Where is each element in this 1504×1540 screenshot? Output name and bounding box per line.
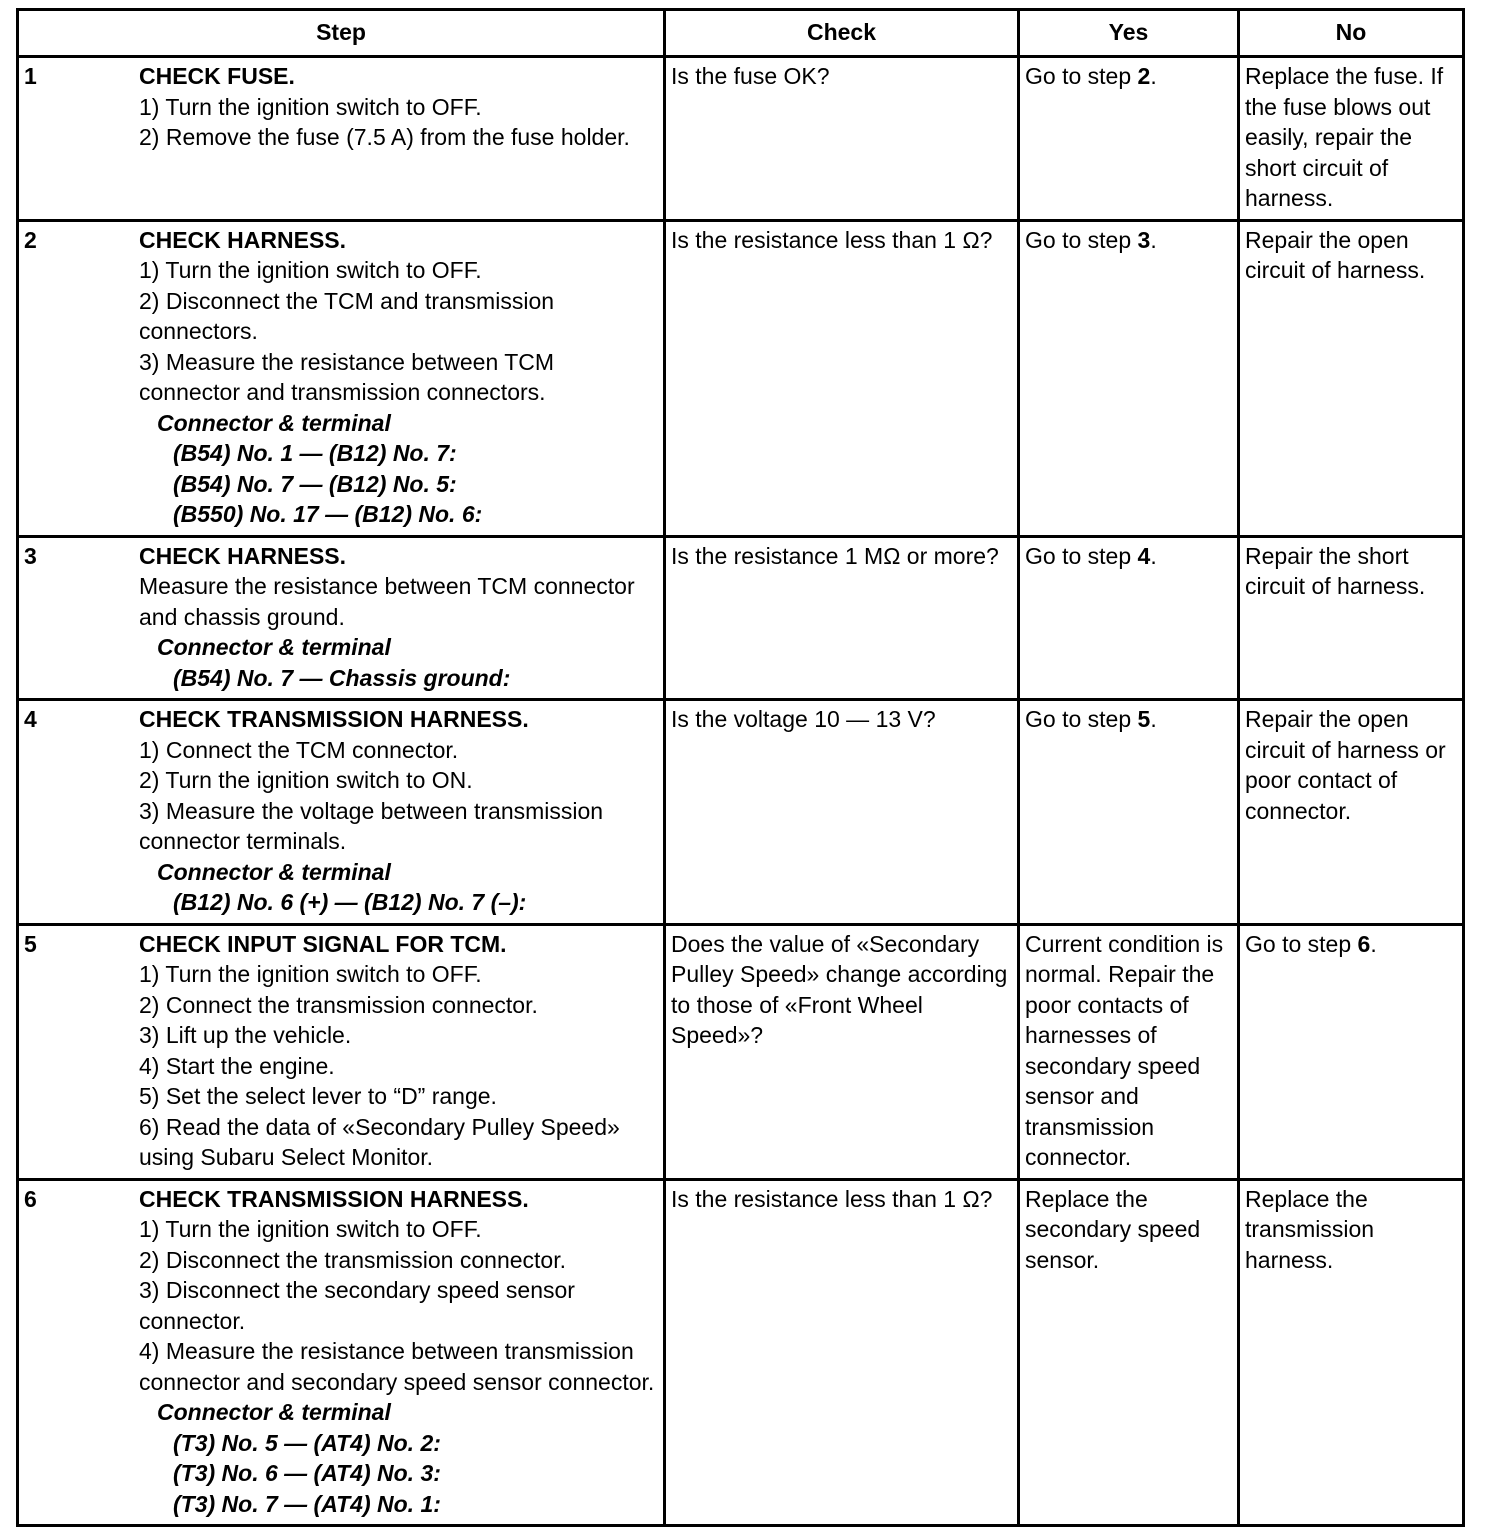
- step-number: 5: [24, 930, 37, 957]
- no-cell: [1239, 1179, 1464, 1526]
- step-number: 6: [24, 1185, 37, 1212]
- no-step-ref: 6: [1357, 930, 1371, 957]
- table-row: [18, 57, 1464, 221]
- yes-step-ref: 3: [1137, 226, 1151, 253]
- connector-terminal-heading: Connector & terminal: [157, 1399, 391, 1425]
- instruction-line: 2) Remove the fuse (7.5 A) from the fuse holder.: [139, 124, 630, 150]
- instruction-line: 1) Connect the TCM connector.: [139, 736, 459, 763]
- yes-text: Go to step: [1025, 63, 1138, 89]
- instruction-line: 2) Disconnect the transmission connector.: [139, 1246, 566, 1273]
- yes-cell: [1019, 1179, 1239, 1526]
- check-cell: Does the value of «Secondary Pulley Speed» change according to those of «Front Wheel Speed»?: [665, 924, 1019, 1179]
- instruction-line: 3) Lift up the vehicle.: [139, 1022, 352, 1048]
- check-cell: Is the resistance less than 1 Ω?: [665, 220, 1019, 536]
- no-cell: [1239, 700, 1464, 925]
- column-header-check: Check: [665, 10, 1019, 57]
- diagnostic-table: [16, 8, 1465, 1527]
- step-instructions: [139, 735, 658, 857]
- step-title: CHECK TRANSMISSION HARNESS.: [139, 706, 529, 732]
- yes-cell: [1019, 700, 1239, 925]
- step-title: CHECK FUSE.: [139, 63, 295, 89]
- no-text: Repair the open circuit of harness or poor contact of connector.: [1245, 706, 1446, 824]
- column-header-yes: Yes: [1019, 10, 1239, 57]
- instruction-line: 1) Turn the ignition switch to OFF.: [139, 93, 482, 120]
- yes-text: Replace the secondary speed sensor.: [1025, 1185, 1201, 1273]
- instruction-line: 3) Measure the resistance between TCM connector and transmission connectors.: [139, 348, 555, 405]
- step-title: CHECK TRANSMISSION HARNESS.: [139, 1185, 529, 1212]
- table-row: [18, 220, 1464, 536]
- no-text: Replace the fuse. If the fuse blows out easily, repair the short circuit of harness.: [1245, 63, 1444, 211]
- table-row: [18, 1179, 1464, 1526]
- yes-text: Go to step: [1025, 226, 1138, 253]
- step-title: CHECK INPUT SIGNAL FOR TCM.: [139, 930, 507, 957]
- step-cell: [18, 700, 665, 925]
- instruction-line: 2) Turn the ignition switch to ON.: [139, 767, 473, 793]
- column-header-step: Step: [18, 10, 665, 57]
- step-cell: [18, 924, 665, 1179]
- step-instructions: [139, 1214, 658, 1397]
- yes-suffix: .: [1150, 706, 1157, 732]
- connector-terminal-line: (T3) No. 7 — (AT4) No. 1:: [173, 1490, 441, 1517]
- yes-text: Current condition is normal. Repair the poor contacts of harnesses of secondary speed sensor and transmission connector.: [1025, 930, 1224, 1170]
- instruction-line: 4) Start the engine.: [139, 1052, 335, 1079]
- connector-terminal-line: (T3) No. 5 — (AT4) No. 2:: [173, 1429, 441, 1456]
- yes-cell: [1019, 536, 1239, 700]
- instruction-line: 3) Measure the voltage between transmission connector terminals.: [139, 797, 604, 854]
- connector-terminal-line: (B54) No. 7 — Chassis ground:: [173, 664, 511, 691]
- connector-terminal-line: (B54) No. 1 — (B12) No. 7:: [173, 440, 457, 466]
- no-cell: [1239, 536, 1464, 700]
- step-instructions: [139, 959, 658, 1173]
- connector-terminal-line: (B12) No. 6 (+) — (B12) No. 7 (–):: [173, 889, 527, 915]
- no-suffix: .: [1370, 930, 1377, 957]
- no-text: Repair the short circuit of harness.: [1245, 542, 1426, 599]
- connector-terminal-list: [139, 663, 658, 694]
- instruction-line: 1) Turn the ignition switch to OFF.: [139, 257, 482, 283]
- check-cell: Is the fuse OK?: [665, 57, 1019, 221]
- table-header-row: [18, 10, 1464, 57]
- yes-step-ref: 4: [1137, 542, 1151, 569]
- check-cell: Is the resistance less than 1 Ω?: [665, 1179, 1019, 1526]
- yes-text: Go to step: [1025, 542, 1138, 569]
- yes-suffix: .: [1150, 226, 1157, 253]
- yes-cell: [1019, 57, 1239, 221]
- yes-suffix: .: [1150, 542, 1157, 569]
- connector-terminal-line: (B54) No. 7 — (B12) No. 5:: [173, 470, 457, 497]
- connector-terminal-heading: Connector & terminal: [157, 858, 391, 885]
- column-header-no: No: [1239, 10, 1464, 57]
- check-cell: Is the voltage 10 — 13 V?: [665, 700, 1019, 925]
- instruction-line: 4) Measure the resistance between transmission connector and secondary speed sensor connector.: [139, 1338, 655, 1395]
- step-number: 3: [24, 542, 37, 569]
- no-cell: [1239, 924, 1464, 1179]
- diagnostic-procedure-sheet: [16, 8, 1462, 1527]
- instruction-line: 1) Turn the ignition switch to OFF.: [139, 1216, 482, 1242]
- connector-terminal-line: (T3) No. 6 — (AT4) No. 3:: [173, 1460, 441, 1486]
- connector-terminal-heading: Connector & terminal: [157, 634, 391, 660]
- instruction-line: Measure the resistance between TCM connector and chassis ground.: [139, 573, 635, 630]
- no-cell: [1239, 57, 1464, 221]
- step-cell: [18, 57, 665, 221]
- step-number: 2: [24, 226, 37, 253]
- step-cell: [18, 536, 665, 700]
- instruction-line: 5) Set the select lever to “D” range.: [139, 1083, 497, 1109]
- instruction-line: 1) Turn the ignition switch to OFF.: [139, 961, 482, 987]
- step-number: 1: [24, 63, 37, 89]
- step-title: CHECK HARNESS.: [139, 226, 347, 253]
- table-body: [18, 57, 1464, 1526]
- connector-terminal-heading: Connector & terminal: [157, 409, 391, 436]
- step-instructions: [139, 571, 658, 632]
- connector-terminal-list: [139, 438, 658, 530]
- connector-terminal-list: [139, 1428, 658, 1520]
- table-row: [18, 700, 1464, 925]
- step-instructions: [139, 92, 658, 153]
- step-instructions: [139, 255, 658, 408]
- yes-cell: [1019, 924, 1239, 1179]
- no-cell: [1239, 220, 1464, 536]
- connector-terminal-list: [139, 887, 658, 918]
- no-text: Repair the open circuit of harness.: [1245, 226, 1426, 283]
- step-cell: [18, 220, 665, 536]
- check-cell: Is the resistance 1 MΩ or more?: [665, 536, 1019, 700]
- yes-suffix: .: [1150, 63, 1157, 89]
- no-text: Replace the transmission harness.: [1245, 1185, 1375, 1273]
- step-title: CHECK HARNESS.: [139, 542, 347, 569]
- instruction-line: 2) Disconnect the TCM and transmission connectors.: [139, 287, 555, 344]
- table-row: [18, 536, 1464, 700]
- yes-text: Go to step: [1025, 706, 1138, 732]
- yes-cell: [1019, 220, 1239, 536]
- table-row: [18, 924, 1464, 1179]
- yes-step-ref: 2: [1137, 63, 1151, 89]
- step-number: 4: [24, 706, 37, 732]
- connector-terminal-line: (B550) No. 17 — (B12) No. 6:: [173, 501, 483, 527]
- yes-step-ref: 5: [1137, 706, 1151, 732]
- instruction-line: 6) Read the data of «Secondary Pulley Speed» using Subaru Select Monitor.: [139, 1113, 620, 1170]
- step-cell: [18, 1179, 665, 1526]
- no-text: Go to step: [1245, 930, 1358, 957]
- instruction-line: 2) Connect the transmission connector.: [139, 991, 538, 1018]
- instruction-line: 3) Disconnect the secondary speed sensor connector.: [139, 1277, 575, 1334]
